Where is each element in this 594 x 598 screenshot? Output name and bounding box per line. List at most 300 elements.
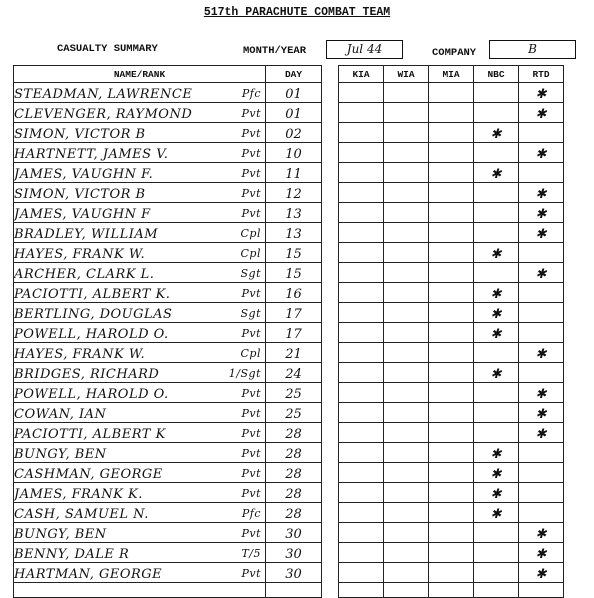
gap-cell	[322, 503, 339, 523]
nbc-cell	[474, 563, 519, 583]
name-text: CASH, SAMUEL N.	[14, 507, 149, 522]
gap-cell	[322, 523, 339, 543]
mia-cell	[429, 343, 474, 363]
name-cell	[14, 303, 266, 323]
gap-cell	[322, 243, 339, 263]
nbc-cell	[474, 223, 519, 243]
gap-cell	[322, 423, 339, 443]
day-cell: 24	[266, 363, 322, 383]
asterisk-mark: ✱	[490, 467, 502, 482]
mia-cell	[429, 383, 474, 403]
kia-cell	[339, 443, 384, 463]
rtd-cell	[519, 203, 564, 223]
company-label: COMPANY	[432, 47, 477, 59]
gap-cell	[322, 163, 339, 183]
day-cell: 16	[266, 283, 322, 303]
table-row	[14, 523, 564, 543]
wia-cell	[384, 423, 429, 443]
nbc-cell	[474, 323, 519, 343]
mia-cell	[429, 283, 474, 303]
rank-text: Pvt	[241, 127, 261, 140]
name-cell	[14, 203, 266, 223]
asterisk-mark: ✱	[490, 447, 502, 462]
name-cell	[14, 263, 266, 283]
empty-row	[14, 583, 564, 598]
empty-cell	[429, 583, 474, 598]
rtd-cell	[519, 463, 564, 483]
mia-cell	[429, 223, 474, 243]
gap-cell	[322, 363, 339, 383]
kia-cell	[339, 423, 384, 443]
day-cell: 28	[266, 423, 322, 443]
rank-text: Pvt	[241, 447, 261, 460]
day-cell: 25	[266, 383, 322, 403]
asterisk-mark: ✱	[490, 247, 502, 262]
table-row	[14, 203, 564, 223]
company-value: B	[528, 42, 537, 56]
gap-cell	[322, 203, 339, 223]
day-cell: 15	[266, 263, 322, 283]
kia-cell	[339, 283, 384, 303]
name-cell	[14, 543, 266, 563]
gap-cell	[322, 123, 339, 143]
nbc-cell	[474, 243, 519, 263]
header-day: DAY	[266, 66, 322, 83]
name-cell	[14, 383, 266, 403]
name-text: POWELL, HAROLD O.	[14, 327, 169, 342]
kia-cell	[339, 183, 384, 203]
rtd-cell	[519, 243, 564, 263]
table-header-row	[14, 66, 564, 83]
day-cell: 30	[266, 563, 322, 583]
table-row	[14, 183, 564, 203]
mia-cell	[429, 563, 474, 583]
name-text: BUNGY, BEN	[14, 527, 107, 542]
day-cell: 17	[266, 303, 322, 323]
rank-text: Pvt	[241, 467, 261, 480]
day-cell: 21	[266, 343, 322, 363]
table-row	[14, 363, 564, 383]
rank-text: Pvt	[241, 427, 261, 440]
name-cell	[14, 563, 266, 583]
nbc-cell	[474, 343, 519, 363]
name-cell	[14, 183, 266, 203]
form-title-text: 517th PARACHUTE COMBAT TEAM	[203, 6, 391, 19]
table-row	[14, 383, 564, 403]
table-row	[14, 463, 564, 483]
nbc-cell	[474, 103, 519, 123]
gap-cell	[322, 103, 339, 123]
asterisk-mark: ✱	[535, 427, 547, 442]
mia-cell	[429, 203, 474, 223]
rtd-cell	[519, 383, 564, 403]
table-row	[14, 563, 564, 583]
rtd-cell	[519, 283, 564, 303]
wia-cell	[384, 443, 429, 463]
asterisk-mark: ✱	[535, 567, 547, 582]
asterisk-mark: ✱	[535, 207, 547, 222]
kia-cell	[339, 223, 384, 243]
mia-cell	[429, 543, 474, 563]
name-cell	[14, 343, 266, 363]
kia-cell	[339, 383, 384, 403]
nbc-cell	[474, 363, 519, 383]
name-cell	[14, 163, 266, 183]
asterisk-mark: ✱	[535, 527, 547, 542]
header-rtd: RTD	[519, 66, 564, 83]
kia-cell	[339, 163, 384, 183]
wia-cell	[384, 243, 429, 263]
name-cell	[14, 503, 266, 523]
day-cell: 11	[266, 163, 322, 183]
day-cell: 01	[266, 103, 322, 123]
name-text: SIMON, VICTOR B	[14, 187, 146, 202]
name-cell	[14, 403, 266, 423]
gap-cell	[322, 143, 339, 163]
wia-cell	[384, 363, 429, 383]
name-cell	[14, 223, 266, 243]
kia-cell	[339, 503, 384, 523]
rank-text: Pvt	[241, 287, 261, 300]
kia-cell	[339, 563, 384, 583]
gap-cell	[322, 563, 339, 583]
name-text: HAYES, FRANK W.	[14, 247, 146, 262]
wia-cell	[384, 543, 429, 563]
wia-cell	[384, 523, 429, 543]
mia-cell	[429, 103, 474, 123]
asterisk-mark: ✱	[535, 267, 547, 282]
gap-cell	[322, 463, 339, 483]
header-kia: KIA	[339, 66, 384, 83]
name-text: HAYES, FRANK W.	[14, 347, 146, 362]
kia-cell	[339, 203, 384, 223]
rank-text: Cpl	[240, 347, 261, 360]
rank-text: Pfc	[241, 507, 261, 520]
asterisk-mark: ✱	[490, 307, 502, 322]
gap-cell	[322, 443, 339, 463]
header-wia: WIA	[384, 66, 429, 83]
name-cell	[14, 323, 266, 343]
header-name-rank: NAME/RANK	[14, 66, 266, 83]
name-cell	[14, 443, 266, 463]
mia-cell	[429, 163, 474, 183]
nbc-cell	[474, 463, 519, 483]
rank-text: Pvt	[241, 327, 261, 340]
kia-cell	[339, 323, 384, 343]
table-row	[14, 423, 564, 443]
kia-cell	[339, 123, 384, 143]
name-text: JAMES, VAUGHN F	[14, 207, 151, 222]
nbc-cell	[474, 383, 519, 403]
gap-cell	[322, 483, 339, 503]
rtd-cell	[519, 423, 564, 443]
wia-cell	[384, 303, 429, 323]
rtd-cell	[519, 503, 564, 523]
empty-cell	[322, 583, 339, 598]
rank-text: Pvt	[241, 407, 261, 420]
table-row	[14, 483, 564, 503]
name-cell	[14, 123, 266, 143]
name-text: BUNGY, BEN	[14, 447, 107, 462]
day-cell: 30	[266, 523, 322, 543]
name-cell	[14, 523, 266, 543]
rtd-cell	[519, 403, 564, 423]
nbc-cell	[474, 163, 519, 183]
name-cell	[14, 83, 266, 103]
day-cell: 12	[266, 183, 322, 203]
asterisk-mark: ✱	[535, 87, 547, 102]
mia-cell	[429, 503, 474, 523]
month-year-field[interactable]	[326, 40, 403, 59]
asterisk-mark: ✱	[490, 167, 502, 182]
wia-cell	[384, 283, 429, 303]
wia-cell	[384, 483, 429, 503]
empty-cell	[339, 583, 384, 598]
asterisk-mark: ✱	[535, 387, 547, 402]
asterisk-mark: ✱	[490, 127, 502, 142]
rtd-cell	[519, 103, 564, 123]
asterisk-mark: ✱	[490, 287, 502, 302]
mia-cell	[429, 523, 474, 543]
name-text: JAMES, FRANK K.	[14, 487, 143, 502]
rank-text: Pvt	[241, 107, 261, 120]
mia-cell	[429, 463, 474, 483]
table-body	[14, 83, 564, 598]
day-cell: 01	[266, 83, 322, 103]
kia-cell	[339, 483, 384, 503]
gap-cell	[322, 543, 339, 563]
day-cell: 13	[266, 203, 322, 223]
asterisk-mark: ✱	[490, 507, 502, 522]
wia-cell	[384, 123, 429, 143]
rtd-cell	[519, 543, 564, 563]
name-text: PACIOTTI, ALBERT K.	[14, 287, 171, 302]
name-cell	[14, 243, 266, 263]
mia-cell	[429, 443, 474, 463]
wia-cell	[384, 383, 429, 403]
wia-cell	[384, 263, 429, 283]
rtd-cell	[519, 363, 564, 383]
day-cell: 28	[266, 443, 322, 463]
asterisk-mark: ✱	[490, 327, 502, 342]
gap-cell	[322, 383, 339, 403]
name-text: BERTLING, DOUGLAS	[14, 307, 173, 322]
day-cell: 28	[266, 483, 322, 503]
rank-text: Pvt	[241, 187, 261, 200]
nbc-cell	[474, 543, 519, 563]
mia-cell	[429, 123, 474, 143]
asterisk-mark: ✱	[535, 347, 547, 362]
name-cell	[14, 283, 266, 303]
rank-text: Pvt	[241, 387, 261, 400]
table-row	[14, 503, 564, 523]
wia-cell	[384, 203, 429, 223]
nbc-cell	[474, 423, 519, 443]
mia-cell	[429, 323, 474, 343]
table-row	[14, 243, 564, 263]
nbc-cell	[474, 523, 519, 543]
kia-cell	[339, 463, 384, 483]
mia-cell	[429, 183, 474, 203]
empty-cell	[266, 583, 322, 598]
table-row	[14, 163, 564, 183]
day-cell: 10	[266, 143, 322, 163]
rank-text: Pvt	[241, 567, 261, 580]
month-year-value: Jul 44	[346, 42, 383, 56]
name-text: BRIDGES, RICHARD	[14, 367, 160, 382]
mia-cell	[429, 243, 474, 263]
rtd-cell	[519, 523, 564, 543]
name-text: HARTNETT, JAMES V.	[14, 147, 169, 162]
kia-cell	[339, 523, 384, 543]
asterisk-mark: ✱	[490, 487, 502, 502]
name-text: ARCHER, CLARK L.	[14, 267, 155, 282]
kia-cell	[339, 363, 384, 383]
mia-cell	[429, 263, 474, 283]
name-text: SIMON, VICTOR B	[14, 127, 146, 142]
wia-cell	[384, 163, 429, 183]
header-mia: MIA	[429, 66, 474, 83]
rank-text: Pvt	[241, 147, 261, 160]
name-cell	[14, 143, 266, 163]
mia-cell	[429, 363, 474, 383]
nbc-cell	[474, 203, 519, 223]
rank-text: Cpl	[240, 227, 261, 240]
rtd-cell	[519, 143, 564, 163]
rank-text: Pvt	[241, 527, 261, 540]
mia-cell	[429, 483, 474, 503]
name-text: BRADLEY, WILLIAM	[14, 227, 159, 242]
rtd-cell	[519, 343, 564, 363]
name-cell	[14, 103, 266, 123]
rtd-cell	[519, 263, 564, 283]
casualty-table	[13, 65, 564, 598]
name-text: CASHMAN, GEORGE	[14, 467, 163, 482]
table-row	[14, 283, 564, 303]
nbc-cell	[474, 83, 519, 103]
table-row	[14, 323, 564, 343]
company-field[interactable]	[489, 40, 576, 59]
name-cell	[14, 483, 266, 503]
asterisk-mark: ✱	[535, 147, 547, 162]
table-row	[14, 263, 564, 283]
nbc-cell	[474, 483, 519, 503]
asterisk-mark: ✱	[535, 547, 547, 562]
kia-cell	[339, 143, 384, 163]
gap-cell	[322, 223, 339, 243]
nbc-cell	[474, 503, 519, 523]
name-text: COWAN, IAN	[14, 407, 107, 422]
nbc-cell	[474, 263, 519, 283]
wia-cell	[384, 563, 429, 583]
gap-cell	[322, 263, 339, 283]
wia-cell	[384, 83, 429, 103]
name-text: STEADMAN, LAWRENCE	[14, 87, 193, 102]
gap-cell	[322, 83, 339, 103]
empty-cell	[384, 583, 429, 598]
nbc-cell	[474, 403, 519, 423]
table-row	[14, 443, 564, 463]
wia-cell	[384, 103, 429, 123]
empty-cell	[474, 583, 519, 598]
mia-cell	[429, 403, 474, 423]
nbc-cell	[474, 123, 519, 143]
wia-cell	[384, 143, 429, 163]
name-text: BENNY, DALE R	[14, 547, 130, 562]
rtd-cell	[519, 303, 564, 323]
asterisk-mark: ✱	[535, 187, 547, 202]
gap-cell	[322, 323, 339, 343]
kia-cell	[339, 303, 384, 323]
mia-cell	[429, 303, 474, 323]
day-cell: 30	[266, 543, 322, 563]
rank-text: Pvt	[241, 167, 261, 180]
wia-cell	[384, 403, 429, 423]
day-cell: 28	[266, 503, 322, 523]
nbc-cell	[474, 303, 519, 323]
wia-cell	[384, 503, 429, 523]
name-cell	[14, 423, 266, 443]
asterisk-mark: ✱	[535, 107, 547, 122]
gap-cell	[322, 283, 339, 303]
day-cell: 02	[266, 123, 322, 143]
empty-cell	[519, 583, 564, 598]
table-row	[14, 543, 564, 563]
wia-cell	[384, 223, 429, 243]
nbc-cell	[474, 183, 519, 203]
rtd-cell	[519, 163, 564, 183]
header-nbc: NBC	[474, 66, 519, 83]
day-cell: 28	[266, 463, 322, 483]
month-year-label: MONTH/YEAR	[243, 45, 307, 57]
kia-cell	[339, 243, 384, 263]
name-cell	[14, 463, 266, 483]
mia-cell	[429, 423, 474, 443]
name-text: POWELL, HAROLD O.	[14, 387, 169, 402]
kia-cell	[339, 83, 384, 103]
rank-text: Sgt	[240, 307, 261, 320]
rtd-cell	[519, 183, 564, 203]
rtd-cell	[519, 123, 564, 143]
empty-cell	[14, 583, 266, 598]
day-cell: 25	[266, 403, 322, 423]
asterisk-mark: ✱	[535, 227, 547, 242]
table-row	[14, 83, 564, 103]
gap-cell	[322, 343, 339, 363]
form-title	[0, 6, 594, 19]
rtd-cell	[519, 323, 564, 343]
gap-cell	[322, 403, 339, 423]
asterisk-mark: ✱	[490, 367, 502, 382]
day-cell: 15	[266, 243, 322, 263]
kia-cell	[339, 263, 384, 283]
mia-cell	[429, 83, 474, 103]
nbc-cell	[474, 283, 519, 303]
rtd-cell	[519, 83, 564, 103]
rank-text: Sgt	[240, 267, 261, 280]
wia-cell	[384, 323, 429, 343]
rank-text: Cpl	[240, 247, 261, 260]
rank-text: 1/Sgt	[228, 367, 261, 380]
rank-text: Pvt	[241, 487, 261, 500]
nbc-cell	[474, 443, 519, 463]
kia-cell	[339, 543, 384, 563]
wia-cell	[384, 463, 429, 483]
mia-cell	[429, 143, 474, 163]
day-cell: 13	[266, 223, 322, 243]
table-row	[14, 343, 564, 363]
kia-cell	[339, 103, 384, 123]
